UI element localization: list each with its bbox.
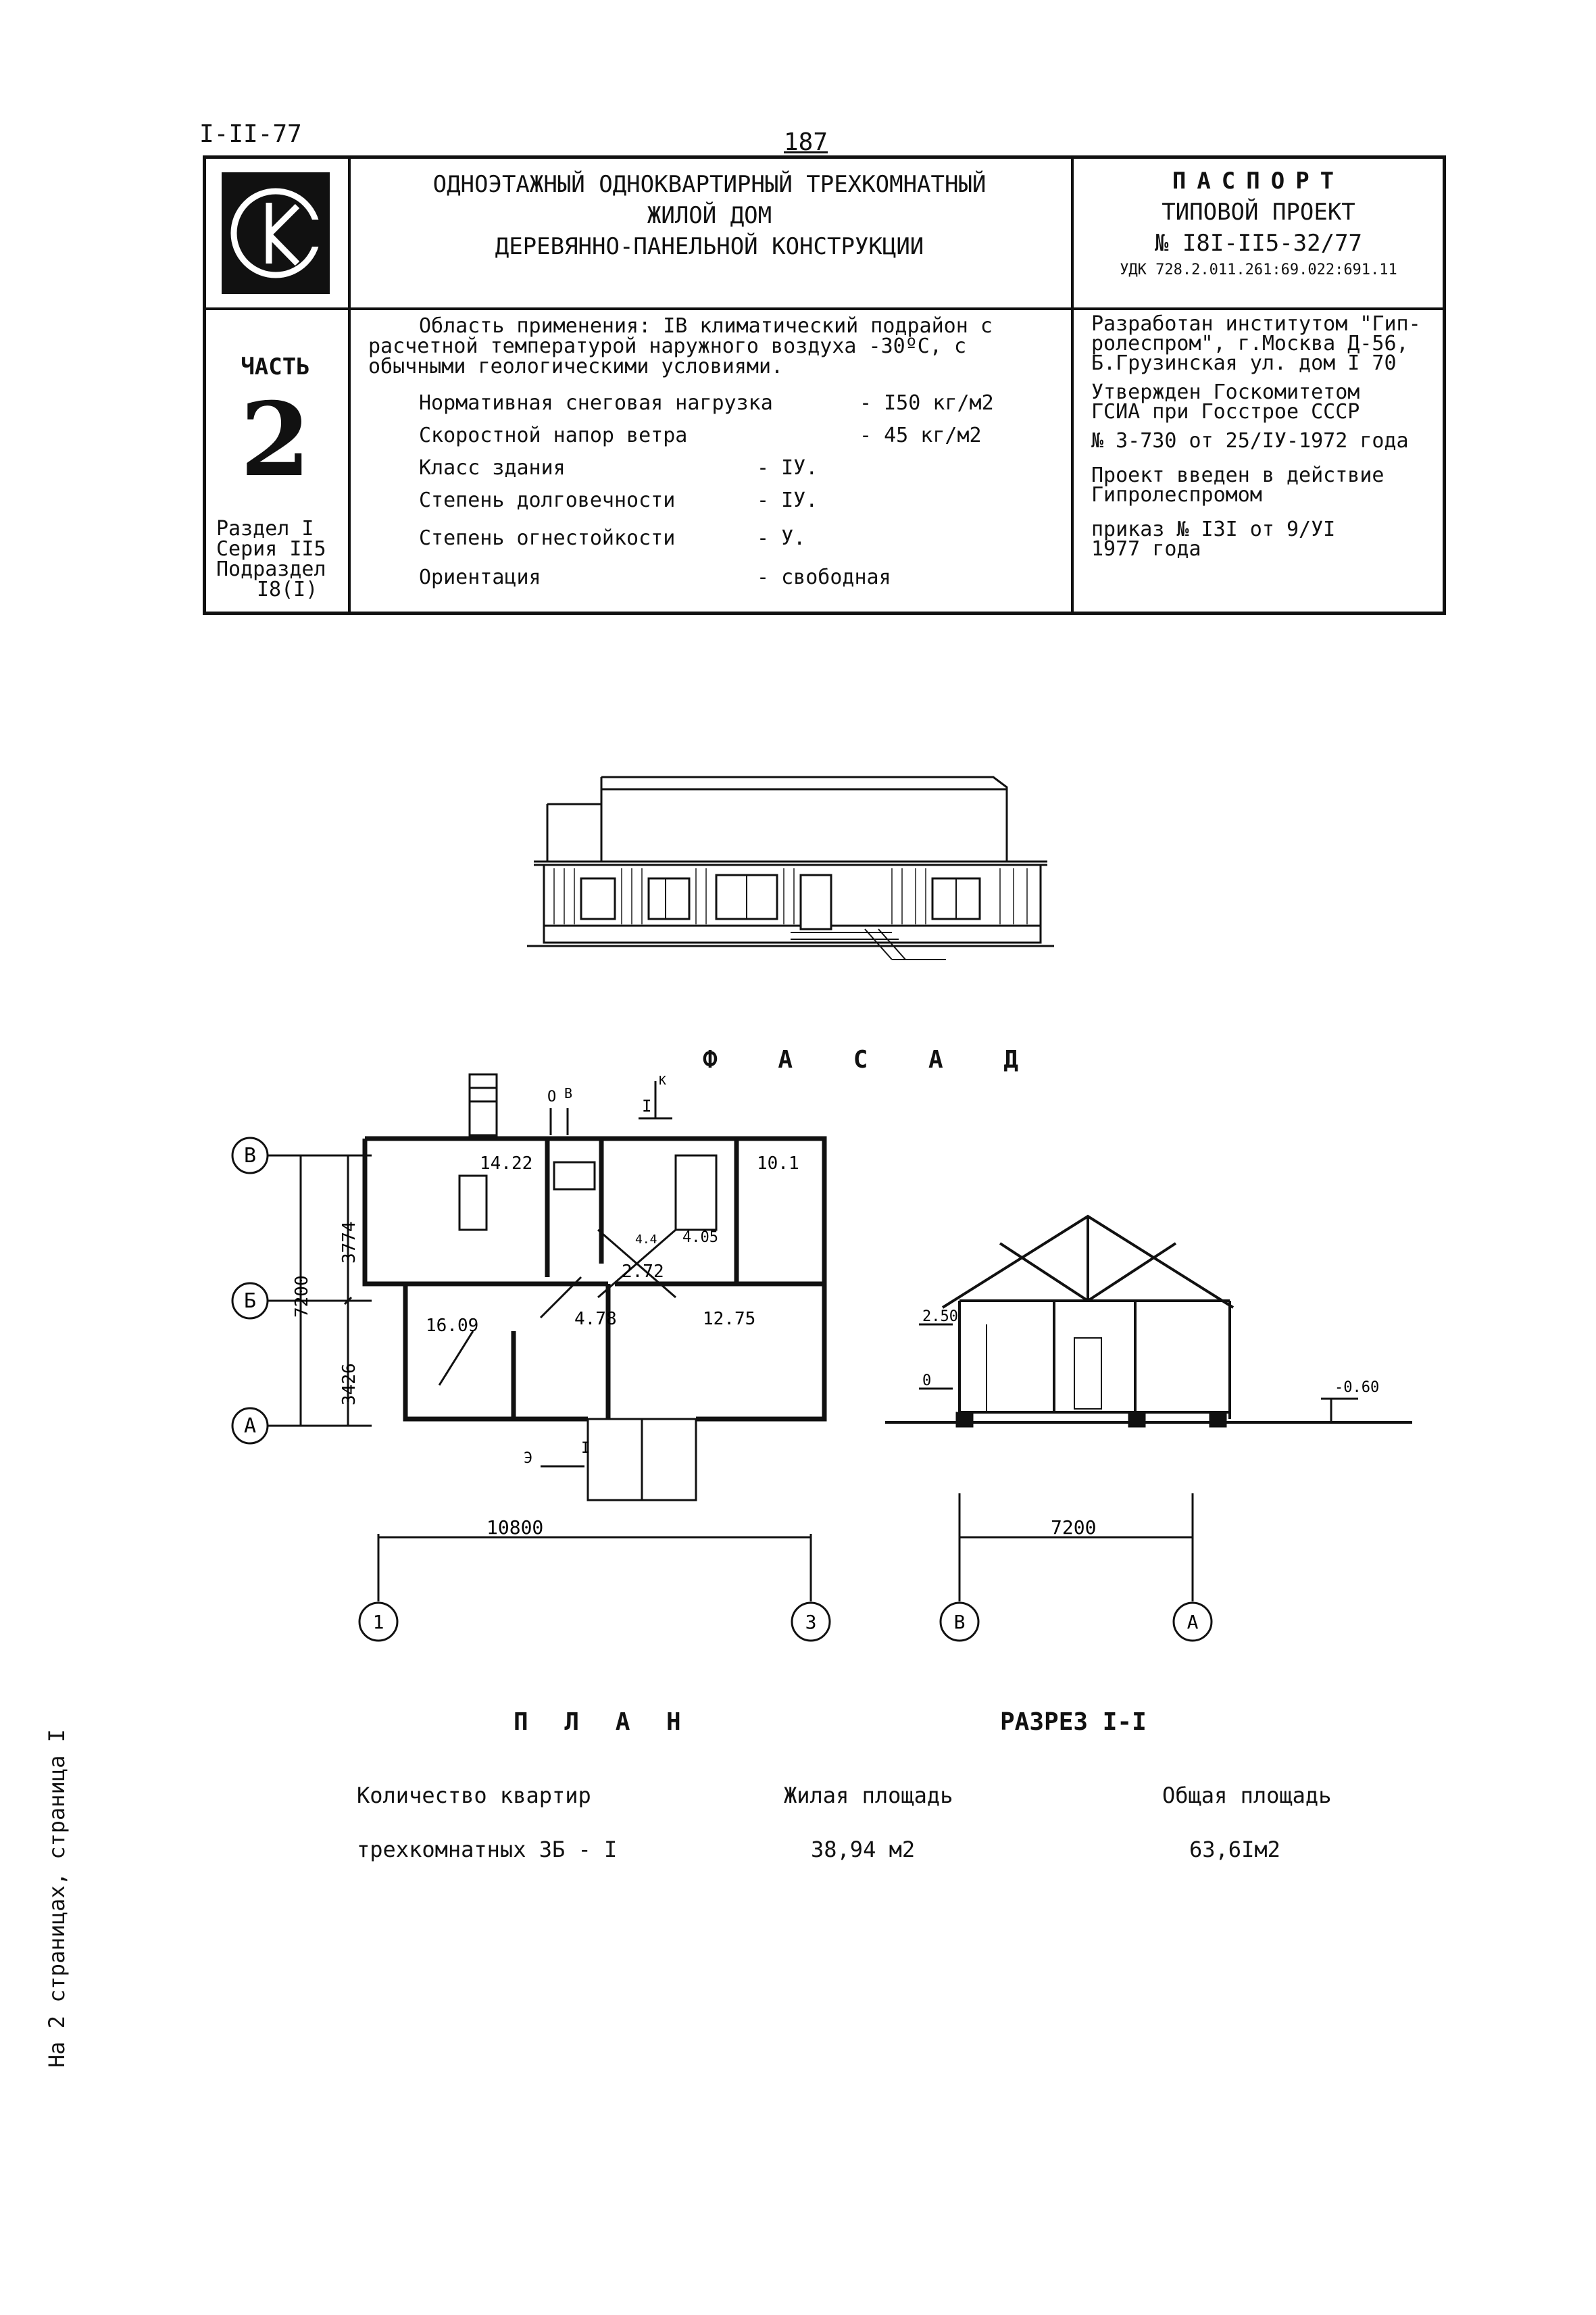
dim-upper: 3774 xyxy=(339,1221,359,1264)
room-area: 2.72 xyxy=(622,1262,664,1282)
scope-text: Область применения: IВ климатический подрайон с расчетной температурой наружного воздуха -30ºС, с обычными геологическими условиями. xyxy=(368,314,993,378)
room-area: 4.05 xyxy=(682,1229,718,1246)
level-floor: 0 xyxy=(922,1372,932,1389)
level-ground: -0.60 xyxy=(1335,1379,1380,1396)
spec-row: Ориентация - свободная xyxy=(419,566,891,589)
room-area: 16.09 xyxy=(426,1316,479,1336)
pages-note: На 2 страницах, страница I xyxy=(44,1729,70,2068)
summary-header-count: Количество квартир xyxy=(357,1783,591,1808)
room-area: 4.4 xyxy=(635,1233,657,1247)
summary-header-living: Жилая площадь xyxy=(784,1783,953,1808)
facade-label: Ф А С А Д xyxy=(703,1046,1042,1074)
plan-label: П Л А Н xyxy=(514,1708,692,1736)
dim-lower: 3426 xyxy=(339,1363,359,1405)
room-area: 10.1 xyxy=(757,1153,799,1174)
svg-text:Э: Э xyxy=(524,1450,533,1467)
section-label: РАЗРЕЗ I-I xyxy=(1000,1708,1147,1736)
svg-text:I: I xyxy=(642,1097,652,1116)
dim-section-width: 7200 xyxy=(1051,1516,1097,1539)
axis-v-section: В xyxy=(953,1611,966,1633)
axis-b: Б xyxy=(243,1289,257,1313)
page-number: 187 xyxy=(784,128,828,156)
spec-row: Степень огнестойкости - У. xyxy=(419,526,806,550)
summary-header-total: Общая площадь xyxy=(1162,1783,1332,1808)
spec-row: Степень долговечности - IУ. xyxy=(419,489,818,512)
facade-drawing xyxy=(514,757,1068,1007)
sk-logo xyxy=(222,172,330,294)
summary-total: 63,6Iм2 xyxy=(1189,1837,1280,1862)
svg-text:I: I xyxy=(581,1440,591,1457)
room-area: 12.75 xyxy=(703,1309,756,1329)
summary-count: трехкомнатных 3Б - I xyxy=(357,1837,618,1862)
axis-a: А xyxy=(243,1414,257,1438)
axis-3: 3 xyxy=(805,1611,817,1633)
spec-row: Скоростной напор ветра - 45 кг/м2 xyxy=(419,424,982,447)
level-roof: 2.50 xyxy=(922,1308,958,1325)
plan-drawing xyxy=(216,1061,865,1656)
spec-row: Класс здания - IУ. xyxy=(419,456,818,480)
room-area: 14.22 xyxy=(480,1153,533,1174)
summary-living: 38,94 м2 xyxy=(811,1837,916,1862)
room-area: 4.78 xyxy=(574,1309,617,1329)
axis-v: В xyxy=(243,1144,257,1168)
axis-a-section: А xyxy=(1187,1611,1199,1633)
spec-row: Нормативная снеговая нагрузка - I50 кг/м2 xyxy=(419,391,994,415)
section-drawing xyxy=(885,1189,1412,1662)
section-info: Раздел I Серия II5 Подраздел I8(I) xyxy=(216,517,326,601)
dim-total-width: 10800 xyxy=(487,1516,544,1539)
project-title: ОДНОЭТАЖНЫЙ ОДНОКВАРТИРНЫЙ ТРЕХКОМНАТНЫЙ ЖИЛОЙ ДОМ ДЕРЕВЯННО-ПАНЕЛЬНОЙ КОНСТРУКЦИИ xyxy=(432,171,987,260)
svg-text:О: О xyxy=(547,1089,557,1105)
dim-depth: 7200 xyxy=(292,1275,312,1318)
svg-text:К: К xyxy=(659,1074,666,1088)
specs-table xyxy=(419,391,1068,597)
document-code: I-II-77 xyxy=(199,120,302,148)
approval-block: Разработан институтом "Гип- ролеспром", г.Москва Д-56, Б.Грузинская ул. дом I 70 Утвержден Госкомитетом ГСИА при Госстрое СССР № 3-730 от 25/IУ-1972 года Проект введен в действие Гипролеспромом приказ № I3I от 9/УI 1977 года xyxy=(1091,312,1421,561)
svg-text:В: В xyxy=(564,1085,573,1101)
passport-block: ПАСПОРТ ТИПОВОЙ ПРОЕКТ № I8I-II5-32/77 УДК 728.2.011.261:69.022:691.11 xyxy=(1120,168,1397,278)
part-block: ЧАСТЬ 2 xyxy=(240,353,311,499)
axis-1: 1 xyxy=(372,1611,384,1633)
